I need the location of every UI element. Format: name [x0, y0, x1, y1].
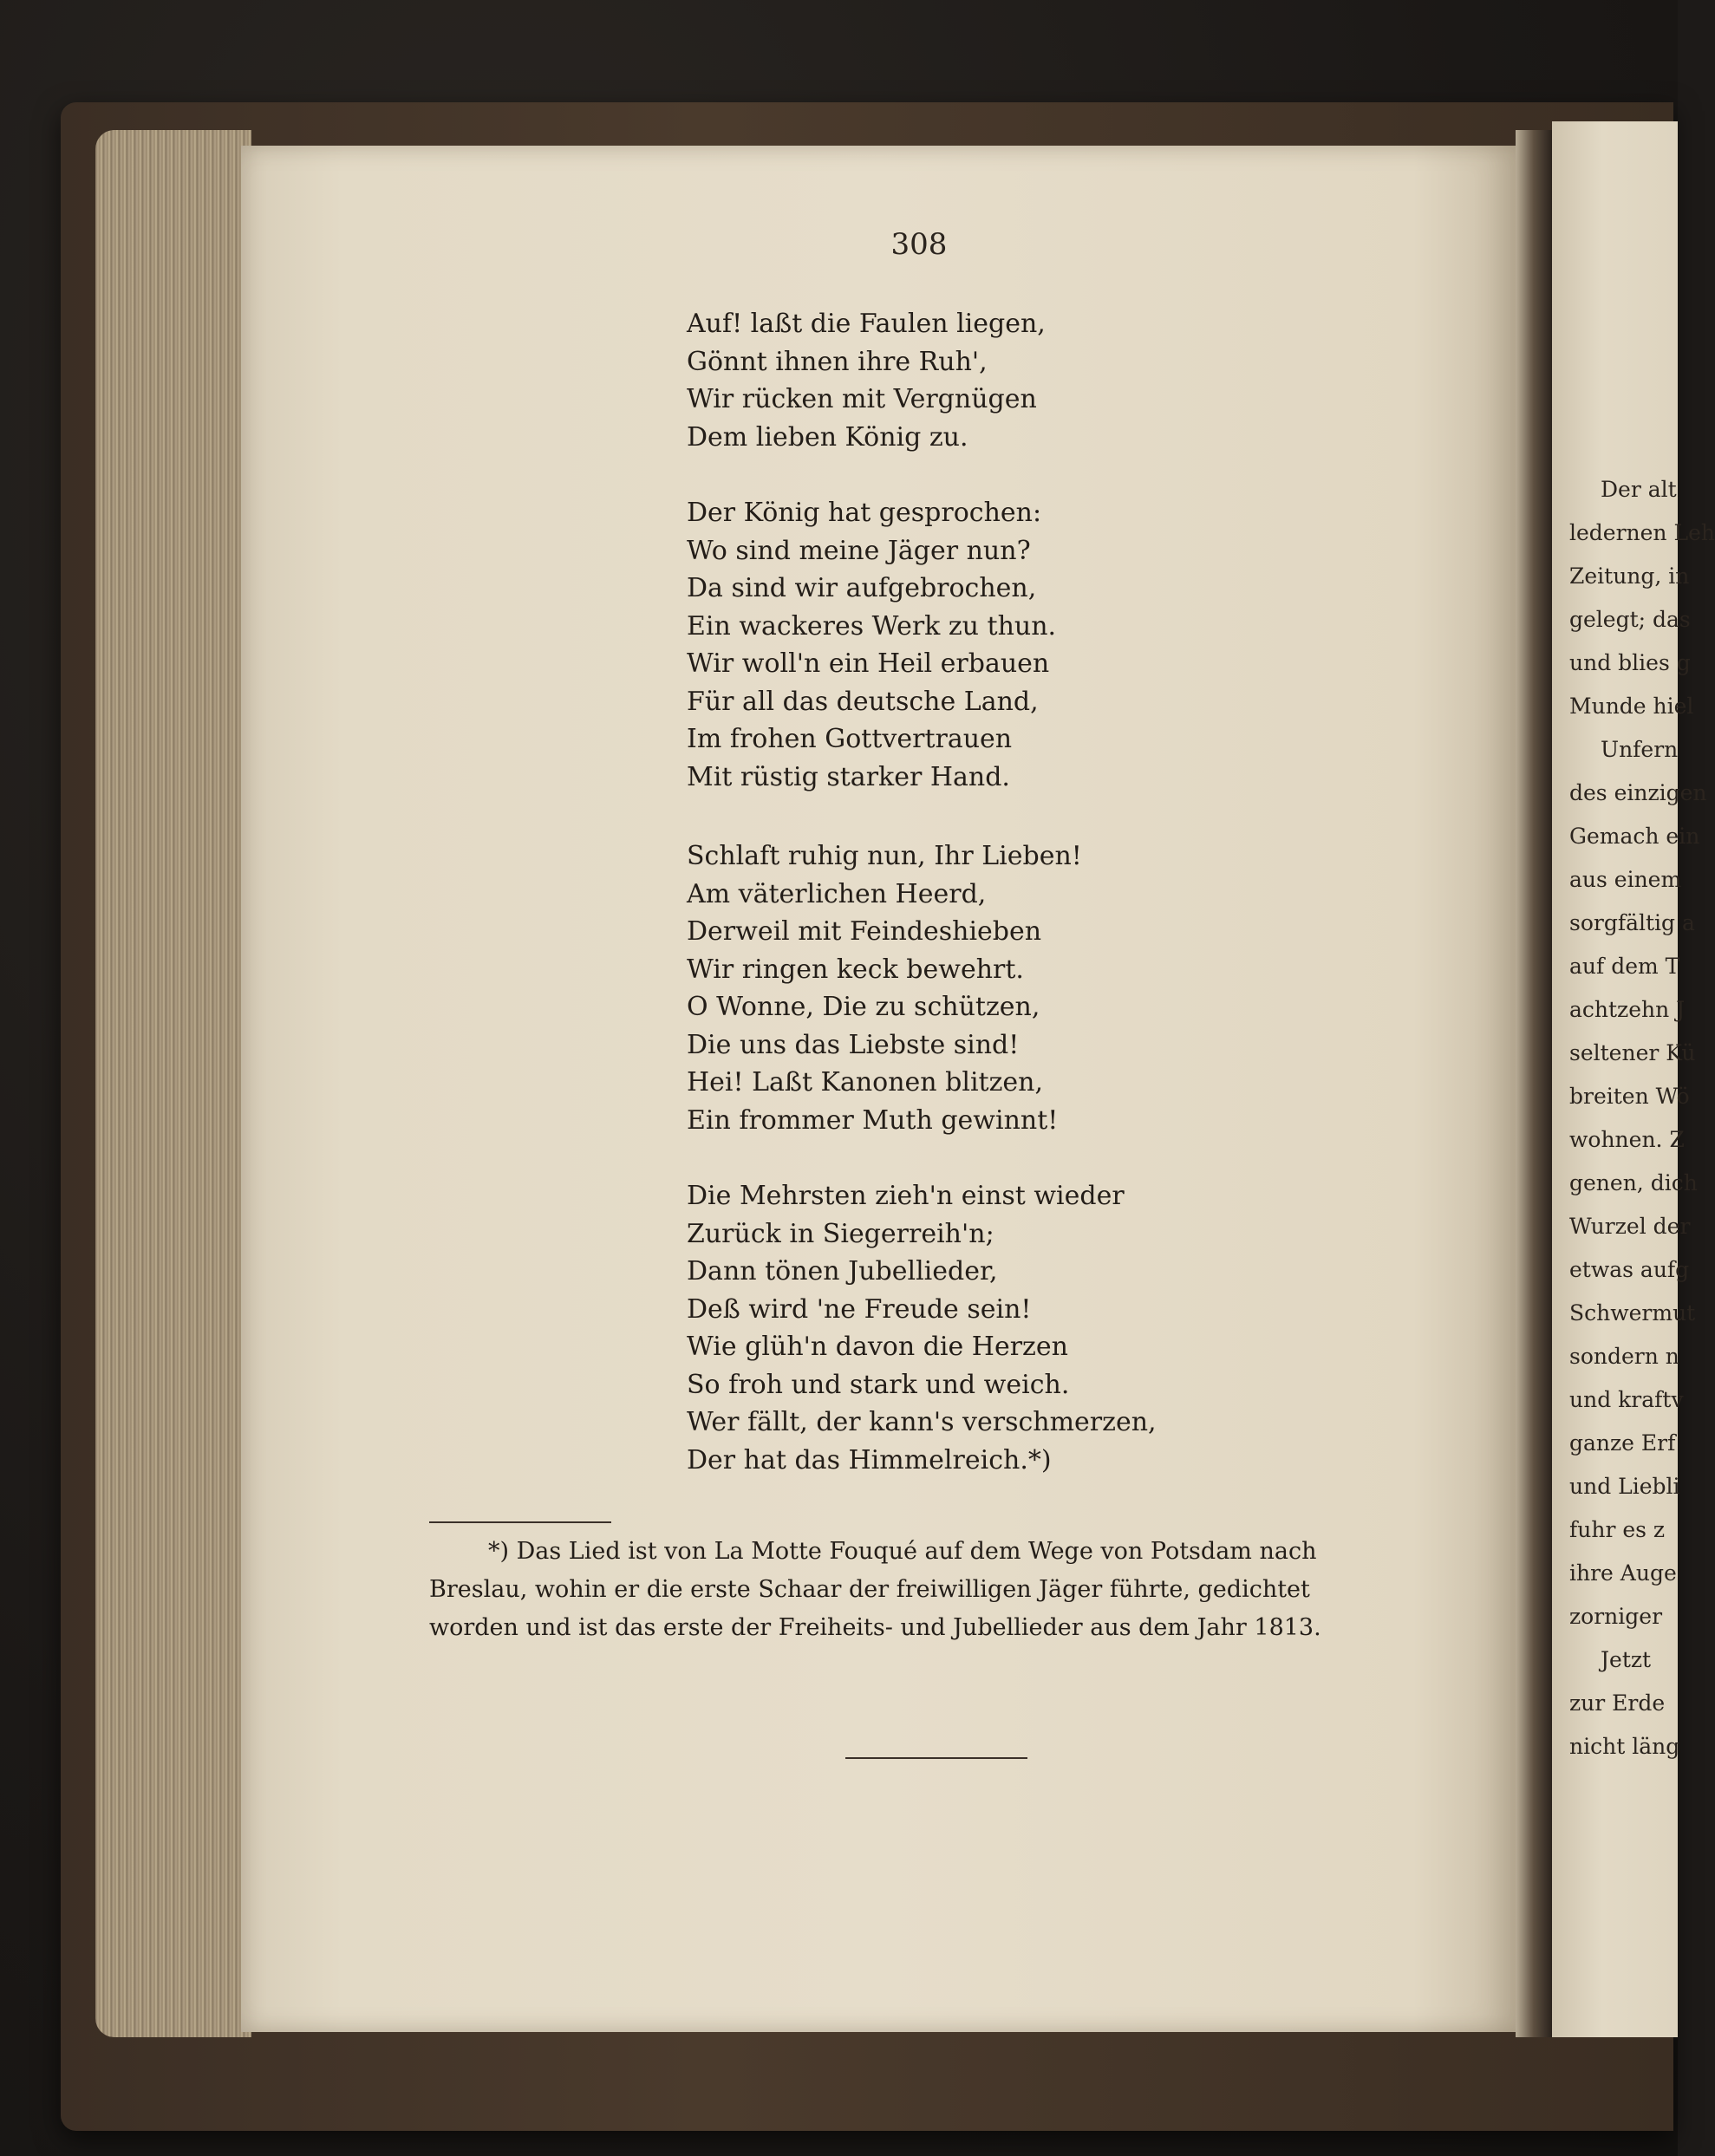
poem-line: Ein frommer Muth gewinnt!	[687, 1104, 1059, 1136]
right-line: und blies g	[1569, 650, 1691, 675]
right-line: und kraftv	[1569, 1387, 1684, 1412]
right-line: zur Erde	[1569, 1690, 1666, 1716]
right-line: nicht läng	[1569, 1734, 1680, 1759]
poem-line: Für all das deutsche Land,	[687, 686, 1039, 717]
poem-line: Dem lieben König zu.	[687, 421, 968, 453]
poem-line: Im frohen Gottvertrauen	[687, 724, 1013, 754]
poem-line: Wer fällt, der kann's verschmerzen,	[687, 1407, 1157, 1437]
end-rule	[845, 1757, 1027, 1759]
poem-line: Wie glüh'n davon die Herzen	[687, 1332, 1068, 1362]
footnote	[429, 1533, 1444, 1647]
poem-line: Auf! laßt die Faulen liegen,	[687, 309, 1046, 339]
right-page-fragment	[1552, 121, 1715, 2037]
right-line: breiten Wö	[1569, 1084, 1690, 1109]
poem-line: Dann tönen Jubellieder,	[687, 1256, 998, 1286]
poem-line: Mit rüstig starker Hand.	[687, 761, 1010, 792]
poem-line: Schlaft ruhig nun, Ihr Lieben!	[687, 841, 1082, 871]
poem-line: Derweil mit Feindeshieben	[687, 916, 1042, 947]
right-line: und Liebli	[1569, 1474, 1680, 1499]
poem-line: Ein wackeres Werk zu thun.	[687, 610, 1057, 642]
right-line: gelegt; das	[1569, 607, 1691, 632]
right-line: etwas aufg	[1569, 1257, 1690, 1282]
right-line: ganze Erf	[1569, 1430, 1676, 1456]
right-line: aus einem	[1569, 867, 1682, 892]
right-line: Unfern	[1601, 737, 1679, 762]
poem-line: Die Mehrsten zieh'n einst wieder	[687, 1181, 1125, 1211]
poem-stanza	[687, 837, 1467, 1139]
right-line: achtzehn J	[1569, 997, 1686, 1022]
poem-line: Wir woll'n ein Heil erbauen	[687, 648, 1050, 679]
poem-stanza	[687, 1177, 1467, 1479]
poem	[687, 305, 1467, 1517]
right-line: genen, dich	[1569, 1170, 1698, 1195]
right-line: seltener Kü	[1569, 1040, 1696, 1065]
poem-stanza	[687, 494, 1467, 796]
poem-line: Der hat das Himmelreich.*)	[687, 1444, 1052, 1475]
right-line: ledernen Leh	[1569, 520, 1715, 545]
poem-line: So froh und stark und weich.	[687, 1369, 1070, 1400]
page-number: 308	[890, 227, 948, 262]
right-line: sorgfältig a	[1569, 910, 1695, 935]
right-line: zorniger	[1569, 1604, 1663, 1629]
poem-line: Gönnt ihnen ihre Ruh',	[687, 346, 988, 377]
poem-line: Wo sind meine Jäger nun?	[687, 535, 1031, 566]
poem-line: Zurück in Siegerreih'n;	[687, 1218, 994, 1249]
page-edges	[95, 130, 251, 2037]
poem-line: Deß wird 'ne Freude sein!	[687, 1293, 1032, 1325]
poem-stanza	[687, 305, 1467, 456]
right-line: auf dem T	[1569, 954, 1680, 979]
poem-line: Hei! Laßt Kanonen blitzen,	[687, 1067, 1044, 1098]
right-line: Munde hiel	[1569, 694, 1694, 719]
poem-line: Da sind wir aufgebrochen,	[687, 573, 1037, 603]
poem-line: Der König hat gesprochen:	[687, 498, 1042, 528]
footnote-line: worden und ist das erste der Freiheits- und Jubellieder aus dem Jahr 1813.	[429, 1614, 1321, 1641]
right-line: fuhr es z	[1569, 1517, 1666, 1542]
poem-line: Am väterlichen Heerd,	[687, 878, 987, 909]
right-line: des einzigen	[1569, 780, 1707, 805]
right-line: Zeitung, in	[1569, 563, 1690, 589]
poem-line: Die uns das Liebste sind!	[687, 1029, 1020, 1060]
poem-line: O Wonne, Die zu schützen,	[687, 992, 1040, 1022]
right-line: Schwermut	[1569, 1300, 1696, 1326]
right-page-lines	[1569, 468, 1715, 1768]
right-line: Gemach ein	[1569, 824, 1700, 849]
poem-line: Wir ringen keck bewehrt.	[687, 954, 1024, 985]
footnote-line: Breslau, wohin er die erste Schaar der freiwilligen Jäger führte, gedichtet	[429, 1576, 1310, 1603]
right-line: Jetzt	[1601, 1647, 1652, 1672]
footnote-rule	[429, 1521, 611, 1523]
book-gutter	[1516, 130, 1552, 2037]
right-line: ihre Auge	[1569, 1560, 1677, 1586]
right-line: Wurzel der	[1569, 1214, 1691, 1239]
right-line: sondern n	[1569, 1344, 1679, 1369]
poem-line: Wir rücken mit Vergnügen	[687, 384, 1037, 414]
right-line: wohnen. Z	[1569, 1127, 1685, 1152]
footnote-line: *) Das Lied ist von La Motte Fouqué auf dem Wege von Potsdam nach	[488, 1538, 1317, 1565]
right-line: Der alt	[1601, 477, 1677, 502]
